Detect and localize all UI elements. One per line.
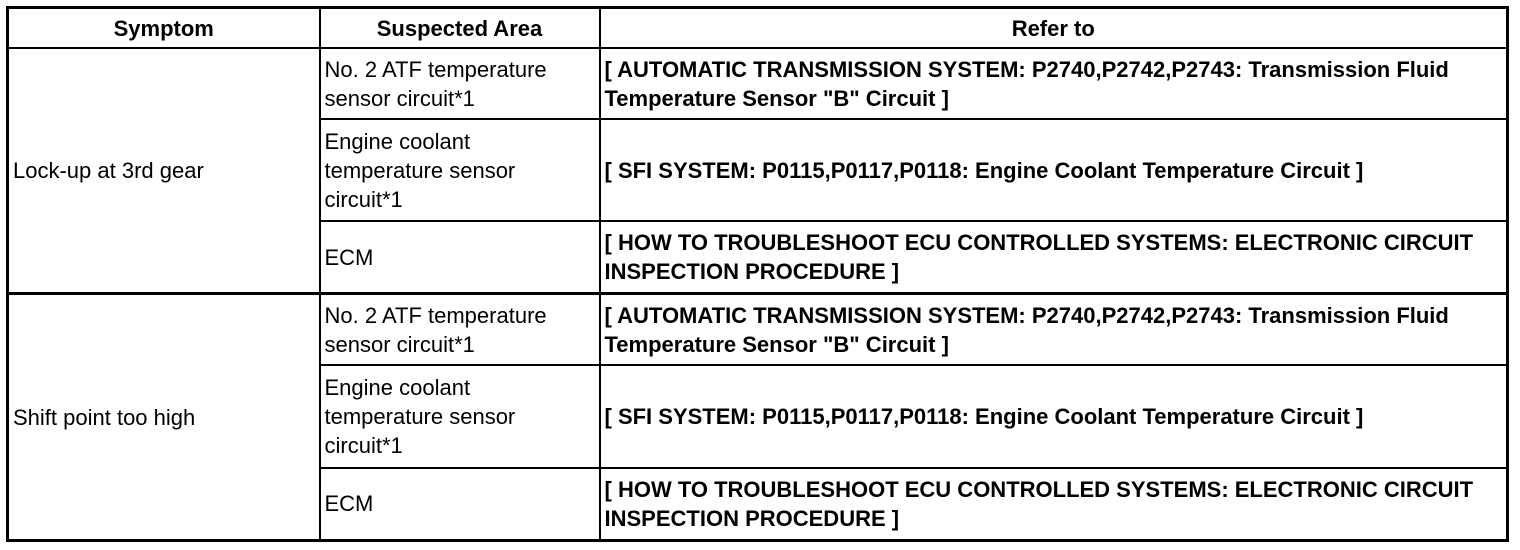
refer-to-link[interactable]: [ HOW TO TROUBLESHOOT ECU CONTROLLED SYSTEMS: ELECTRONIC CIRCUIT INSPECTION PROCEDURE ] [600, 468, 1508, 541]
header-symptom: Symptom [8, 8, 320, 49]
suspected-area-cell: No. 2 ATF temperature sensor circuit*1 [320, 294, 600, 366]
symptom-table [6, 6, 1509, 542]
refer-to-link[interactable]: [ SFI SYSTEM: P0115,P0117,P0118: Engine Coolant Temperature Circuit ] [600, 119, 1508, 221]
suspected-area-cell: Engine coolant temperature sensor circuit*1 [320, 365, 600, 467]
refer-to-link[interactable]: [ AUTOMATIC TRANSMISSION SYSTEM: P2740,P2742,P2743: Transmission Fluid Temperature Sensor "B" Circuit ] [600, 294, 1508, 366]
symptom-cell: Shift point too high [8, 294, 320, 541]
suspected-area-cell: ECM [320, 221, 600, 294]
header-refer-to: Refer to [600, 8, 1508, 49]
table-row [8, 48, 1508, 119]
refer-to-link[interactable]: [ HOW TO TROUBLESHOOT ECU CONTROLLED SYSTEMS: ELECTRONIC CIRCUIT INSPECTION PROCEDURE ] [600, 221, 1508, 294]
table-row [8, 294, 1508, 366]
suspected-area-cell: No. 2 ATF temperature sensor circuit*1 [320, 48, 600, 119]
suspected-area-cell: Engine coolant temperature sensor circuit*1 [320, 119, 600, 221]
symptom-cell: Lock-up at 3rd gear [8, 48, 320, 294]
header-suspected-area: Suspected Area [320, 8, 600, 49]
refer-to-link[interactable]: [ AUTOMATIC TRANSMISSION SYSTEM: P2740,P2742,P2743: Transmission Fluid Temperature Sensor "B" Circuit ] [600, 48, 1508, 119]
suspected-area-cell: ECM [320, 468, 600, 541]
header-row [8, 8, 1508, 49]
refer-to-link[interactable]: [ SFI SYSTEM: P0115,P0117,P0118: Engine Coolant Temperature Circuit ] [600, 365, 1508, 467]
